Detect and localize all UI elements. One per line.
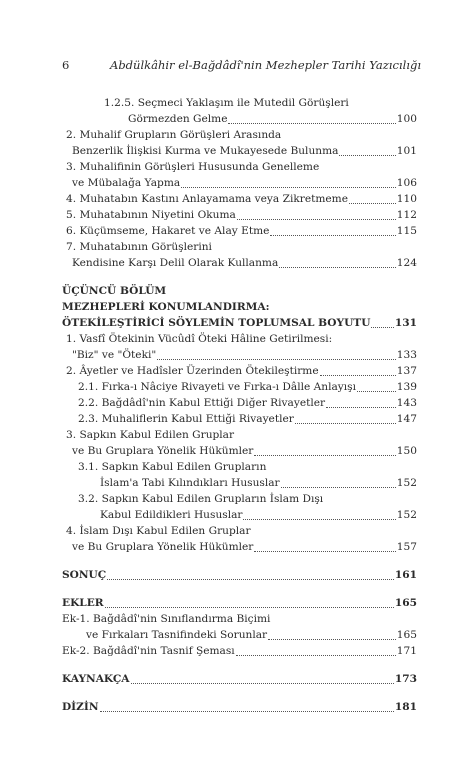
toc-entry (62, 256, 417, 271)
toc-entry (62, 628, 417, 643)
toc-entry (62, 192, 417, 207)
toc-entry-title: 4. İslam Dışı Kabul Edilen Gruplar (66, 525, 251, 537)
toc-entry-title: 3. Muhalifinin Görüşleri Hususunda Genelleme (66, 161, 320, 173)
toc-entry (62, 540, 417, 555)
page-number: 6 (62, 58, 70, 72)
toc-entry (62, 412, 417, 427)
toc-entry-page: 131 (394, 317, 417, 329)
toc-entry-page: 112 (396, 209, 417, 221)
toc-entry (62, 364, 417, 379)
dot-leader (279, 267, 395, 268)
toc-entry (62, 644, 417, 659)
toc-entry-page: 150 (396, 445, 417, 457)
toc-entry-title: Ek-2. Bağdâdî'nin Tasnif Şeması (62, 645, 235, 657)
dot-leader (357, 391, 396, 392)
toc-entry (62, 700, 417, 715)
toc-entry (62, 96, 417, 111)
toc-entry-page: 115 (396, 225, 417, 237)
toc-entry-page: 173 (394, 673, 417, 685)
toc-entry (62, 444, 417, 459)
toc-entry-title: 1.2.5. Seçmeci Yaklaşım ile Mutedil Görüşleri (104, 97, 349, 109)
toc-entry (62, 428, 417, 443)
dot-leader (181, 187, 396, 188)
toc-entry-page: 106 (396, 177, 417, 189)
toc-entry-title: EKLER (62, 597, 104, 609)
toc-entry-title: 2. Muhalif Grupların Görüşleri Arasında (66, 129, 282, 141)
toc-entry (62, 380, 417, 395)
toc-entry-page: 143 (396, 397, 417, 409)
toc-entry-title: DİZİN (62, 701, 99, 713)
toc-entry-title: ÜÇÜNCÜ BÖLÜM (62, 285, 167, 297)
dot-leader (349, 203, 396, 204)
toc-entry-page: 110 (396, 193, 417, 205)
toc-entry (62, 492, 417, 507)
toc-entry-page: 101 (396, 145, 417, 157)
toc-entry (62, 240, 417, 255)
toc-entry (62, 332, 417, 347)
toc-entry-title: MEZHEPLERİ KONUMLANDIRMA: (62, 301, 270, 313)
dot-leader (243, 519, 395, 520)
toc-entry-title: 7. Muhatabının Görüşlerini (66, 241, 212, 253)
dot-leader (105, 607, 394, 608)
toc-entry (62, 128, 417, 143)
toc-entry (62, 524, 417, 539)
toc-entry-title: 5. Muhatabının Niyetini Okuma (66, 209, 236, 221)
toc-entry-title: 3. Sapkın Kabul Edilen Gruplar (66, 429, 235, 441)
toc-entry-title: 2.2. Bağdâdî'nin Kabul Ettiği Diğer Rivayetler (78, 397, 326, 409)
toc-entry-page: 181 (394, 701, 417, 713)
toc-entry-title: SONUÇ (62, 569, 107, 581)
toc-entry-title: KAYNAKÇA (62, 673, 130, 685)
toc-entry-page: 157 (396, 541, 417, 553)
toc-entry (62, 112, 417, 127)
toc-entry-page: 124 (396, 257, 417, 269)
toc-entry-title: 6. Küçümseme, Hakaret ve Alay Etme (66, 225, 270, 237)
toc-entry-page: 165 (396, 629, 417, 641)
toc-entry-title: Ek-1. Bağdâdî'nin Sınıflandırma Biçimi (62, 613, 271, 625)
toc-entry (62, 672, 417, 687)
dot-leader (295, 423, 396, 424)
toc-entry-title: 4. Muhatabın Kastını Anlayamama veya Zikretmeme (66, 193, 348, 205)
dot-leader (237, 219, 396, 220)
toc-entry (62, 284, 417, 299)
dot-leader (320, 375, 396, 376)
toc-entry (62, 160, 417, 175)
toc-entry-title: ve Bu Gruplara Yönelik Hükümler (72, 541, 254, 553)
toc-entry-title: Benzerlik İlişkisi Kurma ve Mukayesede Bulunma (72, 145, 339, 157)
page-header (62, 58, 421, 74)
toc-entry (62, 316, 417, 331)
toc-entry-title: 3.2. Sapkın Kabul Edilen Grupların İslam Dışı (78, 493, 324, 505)
toc-entry (62, 224, 417, 239)
dot-leader (339, 155, 395, 156)
dot-leader (236, 655, 396, 656)
toc-entry-title: Kabul Edildikleri Hususlar (100, 509, 243, 521)
toc-entry-page: 165 (394, 597, 417, 609)
toc-entry-title: Görmezden Gelme (128, 113, 228, 125)
dot-leader (254, 455, 395, 456)
toc-entry-title: 2.1. Fırka-ı Nâciye Rivayeti ve Fırka-ı Dâlle Anlayışı (78, 381, 357, 393)
dot-leader (157, 359, 396, 360)
toc-entry-page: 137 (396, 365, 417, 377)
toc-entry (62, 176, 417, 191)
dot-leader (268, 639, 396, 640)
toc-entry-title: ve Mübalağa Yapma (72, 177, 181, 189)
toc-entry-title: 2.3. Muhaliflerin Kabul Ettiği Rivayetler (78, 413, 294, 425)
toc-entry-title: 1. Vasfî Ötekinin Vücûdî Öteki Hâline Getirilmesi: (66, 333, 333, 345)
toc-entry (62, 476, 417, 491)
toc-entry-page: 139 (396, 381, 417, 393)
toc-entry-page: 100 (396, 113, 417, 125)
toc-entry-page: 161 (394, 569, 417, 581)
dot-leader (326, 407, 396, 408)
dot-leader (371, 327, 393, 328)
toc-entry-page: 171 (396, 645, 417, 657)
dot-leader (270, 235, 395, 236)
toc-entry-page: 152 (396, 477, 417, 489)
dot-leader (281, 487, 396, 488)
toc-entry (62, 300, 417, 315)
toc-entry (62, 568, 417, 583)
toc-entry (62, 508, 417, 523)
running-title: Abdülkâhir el-Bağdâdî'nin Mezhepler Tarihi Yazıcılığı (110, 58, 421, 72)
toc-entry (62, 348, 417, 363)
toc-entry-title: ve Bu Gruplara Yönelik Hükümler (72, 445, 254, 457)
toc-entry-page: 152 (396, 509, 417, 521)
dot-leader (254, 551, 395, 552)
toc-entry-title: 2. Âyetler ve Hadîsler Üzerinden Ötekileştirme (66, 365, 319, 377)
toc-entry (62, 396, 417, 411)
toc-entry (62, 208, 417, 223)
dot-leader (131, 683, 394, 684)
dot-leader (228, 123, 395, 124)
toc-entry-title: İslam'a Tabi Kılındıkları Hususlar (100, 477, 280, 489)
toc-entry-title: ve Fırkaları Tasnifindeki Sorunlar (86, 629, 268, 641)
toc-entry-title: Kendisine Karşı Delil Olarak Kullanma (72, 257, 279, 269)
toc-entry (62, 596, 417, 611)
toc-entry-title: 3.1. Sapkın Kabul Edilen Grupların (78, 461, 267, 473)
toc-entry (62, 460, 417, 475)
toc-entry-title: ÖTEKİLEŞTİRİCİ SÖYLEMİN TOPLUMSAL BOYUTU (62, 317, 371, 329)
toc-entry-page: 133 (396, 349, 417, 361)
toc-entry-page: 147 (396, 413, 417, 425)
toc-entry (62, 612, 417, 627)
dot-leader (100, 711, 394, 712)
dot-leader (107, 579, 394, 580)
toc-entry (62, 144, 417, 159)
toc-entry-title: "Biz" ve "Öteki" (72, 349, 157, 361)
